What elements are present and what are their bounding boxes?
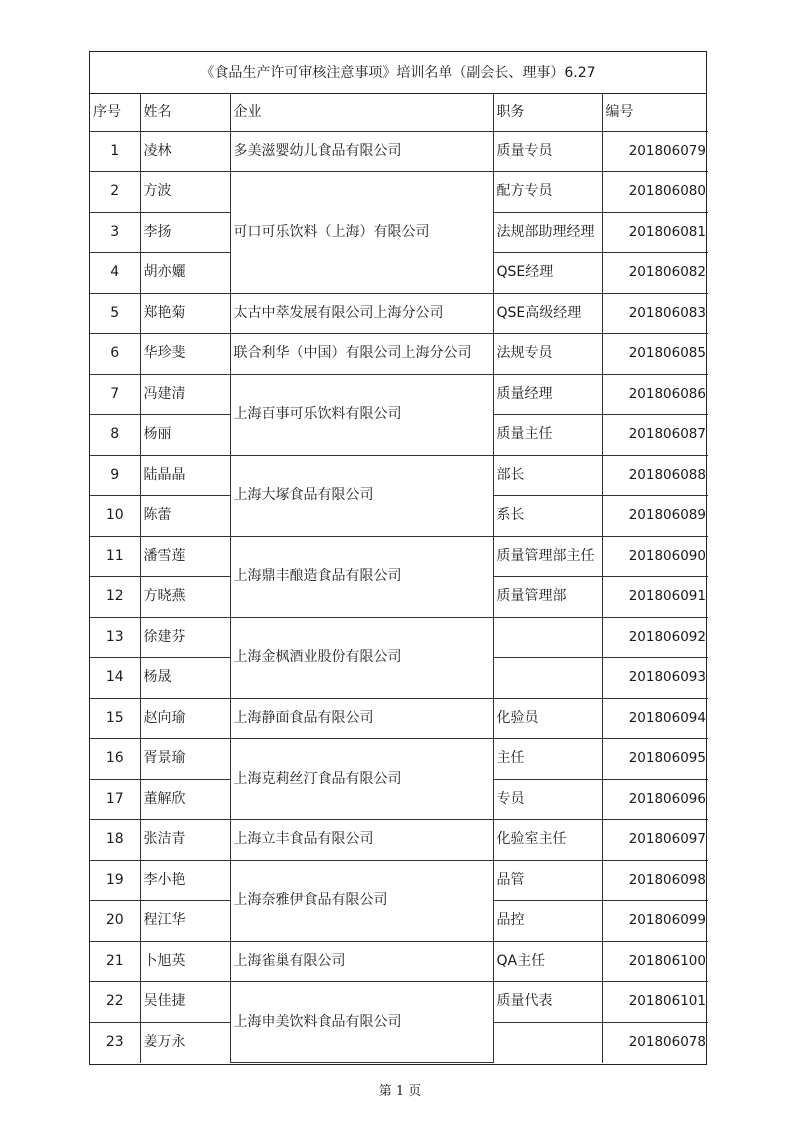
row-code: 201806078 [602, 1022, 708, 1063]
row-name: 郑艳菊 [140, 293, 230, 334]
table-row [90, 982, 708, 1023]
row-no: 8 [90, 415, 140, 456]
row-company: 上海立丰食品有限公司 [230, 820, 493, 861]
row-no: 5 [90, 293, 140, 334]
row-position: QSE高级经理 [493, 293, 602, 334]
row-position [493, 617, 602, 658]
table-row [90, 536, 708, 577]
row-name: 董解欣 [140, 779, 230, 820]
row-no: 15 [90, 698, 140, 739]
row-company: 上海奈雅伊食品有限公司 [230, 860, 493, 941]
table-row [90, 334, 708, 375]
row-name: 华珍斐 [140, 334, 230, 375]
header-name: 姓名 [140, 94, 230, 131]
row-code: 201806080 [602, 172, 708, 213]
header-position: 职务 [493, 94, 602, 131]
row-code: 201806092 [602, 617, 708, 658]
row-position: 配方专员 [493, 172, 602, 213]
row-position [493, 658, 602, 699]
row-name: 吴佳捷 [140, 982, 230, 1023]
row-no: 18 [90, 820, 140, 861]
row-code: 201806087 [602, 415, 708, 456]
row-no: 14 [90, 658, 140, 699]
row-code: 201806095 [602, 739, 708, 780]
row-code: 201806098 [602, 860, 708, 901]
row-no: 22 [90, 982, 140, 1023]
row-name: 方波 [140, 172, 230, 213]
row-company: 上海大塚食品有限公司 [230, 455, 493, 536]
table-row [90, 941, 708, 982]
row-code: 201806090 [602, 536, 708, 577]
row-position: 质量管理部 [493, 577, 602, 618]
row-company: 太古中萃发展有限公司上海分公司 [230, 293, 493, 334]
row-code: 201806082 [602, 253, 708, 294]
row-name: 陈蕾 [140, 496, 230, 537]
row-name: 冯建清 [140, 374, 230, 415]
row-code: 201806086 [602, 374, 708, 415]
table-row [90, 617, 708, 658]
row-company: 联合利华（中国）有限公司上海分公司 [230, 334, 493, 375]
row-company: 上海鼎丰酿造食品有限公司 [230, 536, 493, 617]
row-code: 201806088 [602, 455, 708, 496]
table-row [90, 374, 708, 415]
row-code: 201806085 [602, 334, 708, 375]
row-position: 法规专员 [493, 334, 602, 375]
table-row [90, 820, 708, 861]
table-row [90, 455, 708, 496]
row-position: 主任 [493, 739, 602, 780]
table-row [90, 172, 708, 213]
table-header-row [90, 94, 708, 131]
row-no: 11 [90, 536, 140, 577]
row-name: 方晓燕 [140, 577, 230, 618]
row-name: 徐建芬 [140, 617, 230, 658]
table-row [90, 131, 708, 172]
row-code: 201806083 [602, 293, 708, 334]
header-company: 企业 [230, 94, 493, 131]
row-company: 上海申美饮料食品有限公司 [230, 982, 493, 1063]
row-no: 17 [90, 779, 140, 820]
roster-table [90, 94, 708, 1063]
row-no: 2 [90, 172, 140, 213]
row-position: 部长 [493, 455, 602, 496]
roster-sheet [89, 51, 707, 1065]
row-code: 201806079 [602, 131, 708, 172]
table-row [90, 698, 708, 739]
row-position: 系长 [493, 496, 602, 537]
row-position: 质量专员 [493, 131, 602, 172]
row-position: 品控 [493, 901, 602, 942]
row-name: 张洁青 [140, 820, 230, 861]
row-company: 上海静面食品有限公司 [230, 698, 493, 739]
row-code: 201806097 [602, 820, 708, 861]
row-no: 7 [90, 374, 140, 415]
page-footer: 第 1 页 [378, 1084, 422, 1099]
row-company: 上海百事可乐饮料有限公司 [230, 374, 493, 455]
row-position: 质量经理 [493, 374, 602, 415]
row-company: 可口可乐饮料（上海）有限公司 [230, 172, 493, 294]
row-no: 16 [90, 739, 140, 780]
row-position: 品管 [493, 860, 602, 901]
table-row [90, 860, 708, 901]
row-no: 12 [90, 577, 140, 618]
row-no: 1 [90, 131, 140, 172]
row-no: 19 [90, 860, 140, 901]
row-position: 化验室主任 [493, 820, 602, 861]
table-row [90, 739, 708, 780]
row-position: 质量代表 [493, 982, 602, 1023]
row-no: 4 [90, 253, 140, 294]
row-no: 20 [90, 901, 140, 942]
row-code: 201806100 [602, 941, 708, 982]
row-position [493, 1022, 602, 1063]
row-no: 13 [90, 617, 140, 658]
row-name: 程江华 [140, 901, 230, 942]
header-code: 编号 [602, 94, 708, 131]
row-code: 201806101 [602, 982, 708, 1023]
row-no: 3 [90, 212, 140, 253]
row-position: QA主任 [493, 941, 602, 982]
row-name: 杨晟 [140, 658, 230, 699]
row-name: 杨丽 [140, 415, 230, 456]
row-no: 6 [90, 334, 140, 375]
row-name: 赵向瑜 [140, 698, 230, 739]
row-name: 李扬 [140, 212, 230, 253]
row-code: 201806099 [602, 901, 708, 942]
row-no: 10 [90, 496, 140, 537]
row-code: 201806093 [602, 658, 708, 699]
row-position: 质量主任 [493, 415, 602, 456]
row-position: QSE经理 [493, 253, 602, 294]
row-name: 李小艳 [140, 860, 230, 901]
row-name: 潘雪莲 [140, 536, 230, 577]
header-no: 序号 [90, 94, 140, 131]
table-row [90, 293, 708, 334]
row-position: 专员 [493, 779, 602, 820]
row-code: 201806081 [602, 212, 708, 253]
document-title: 《食品生产许可审核注意事项》培训名单（副会长、理事）6.27 [90, 52, 706, 94]
row-position: 质量管理部主任 [493, 536, 602, 577]
row-company: 上海雀巢有限公司 [230, 941, 493, 982]
row-company: 多美滋婴幼儿食品有限公司 [230, 131, 493, 172]
row-code: 201806091 [602, 577, 708, 618]
row-code: 201806094 [602, 698, 708, 739]
row-code: 201806096 [602, 779, 708, 820]
row-company: 上海金枫酒业股份有限公司 [230, 617, 493, 698]
row-position: 化验员 [493, 698, 602, 739]
row-name: 卜旭英 [140, 941, 230, 982]
row-name: 凌林 [140, 131, 230, 172]
row-company: 上海克莉丝汀食品有限公司 [230, 739, 493, 820]
row-position: 法规部助理经理 [493, 212, 602, 253]
row-no: 9 [90, 455, 140, 496]
row-name: 胥景瑜 [140, 739, 230, 780]
row-no: 23 [90, 1022, 140, 1063]
row-code: 201806089 [602, 496, 708, 537]
row-no: 21 [90, 941, 140, 982]
row-name: 陆晶晶 [140, 455, 230, 496]
row-name: 姜万永 [140, 1022, 230, 1063]
row-name: 胡亦孋 [140, 253, 230, 294]
